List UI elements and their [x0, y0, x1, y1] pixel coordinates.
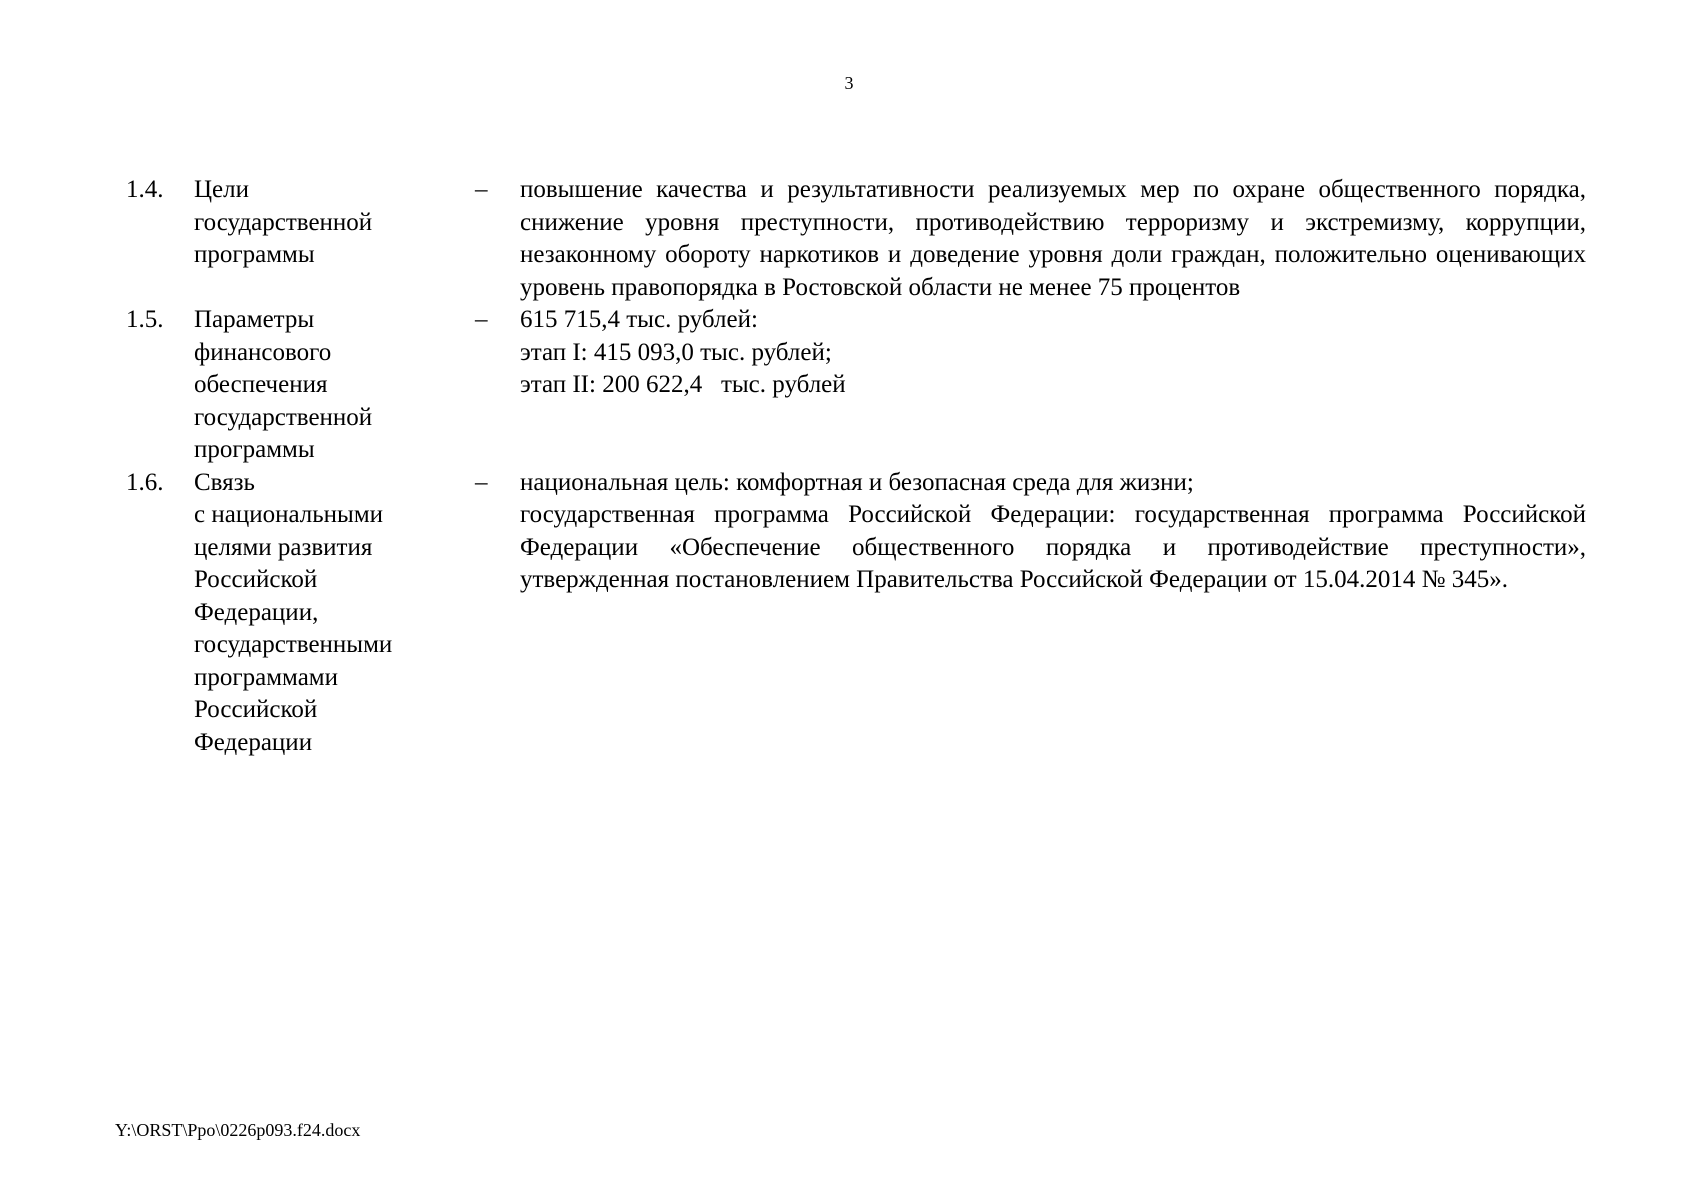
row-number: 1.6. — [126, 468, 164, 496]
value-line: 615 715,4 тыс. рублей: — [520, 306, 758, 333]
program-passport-table — [126, 174, 1593, 759]
row-dash: – — [475, 306, 488, 333]
table-row-financing — [126, 304, 1586, 467]
row-value — [520, 304, 1586, 467]
row-label: Цели государственной программы — [194, 176, 373, 268]
table-row-goals — [126, 174, 1586, 304]
value-line: повышение качества и результативности реализуемых мер по охране общественного порядка, снижение уровня преступности, противодействию терроризму и экстремизму, коррупции, незаконному обороту наркотиков и доведение уровня доли граждан, положительно оценивающих уровень правопорядка в Ростовской области не менее 75 процентов — [520, 176, 1593, 301]
row-label: Связь с национальными целями развития Российской Федерации, государственными программами Российской Федерации — [194, 468, 393, 756]
row-value — [520, 174, 1593, 304]
footer-file-path: Y:\ORST\Ppo\0226p093.f24.docx — [115, 1120, 361, 1140]
row-number: 1.5. — [126, 306, 164, 333]
value-line: национальная цель: комфортная и безопасная среда для жизни; — [520, 468, 1194, 496]
row-dash: – — [475, 176, 488, 203]
value-line: этап I: 415 093,0 тыс. рублей; — [520, 338, 832, 366]
page-number: 3 — [844, 73, 854, 93]
value-line: государственная программа Российской Федерации: государственная программа Российской Федерации «Обеспечение общественного порядка и противодействие преступности», утвержденная постановлением Правительства Российской Федерации от 15.04.2014 № 345». — [520, 501, 1593, 593]
row-number: 1.4. — [126, 176, 164, 203]
row-label: Параметры финансового обеспечения государственной программы — [194, 306, 373, 463]
row-value — [520, 467, 1593, 760]
value-line: этап II: 200 622,4 тыс. рублей — [520, 371, 846, 398]
row-dash: – — [475, 468, 488, 496]
table-row-national-goals-link — [126, 467, 1586, 760]
